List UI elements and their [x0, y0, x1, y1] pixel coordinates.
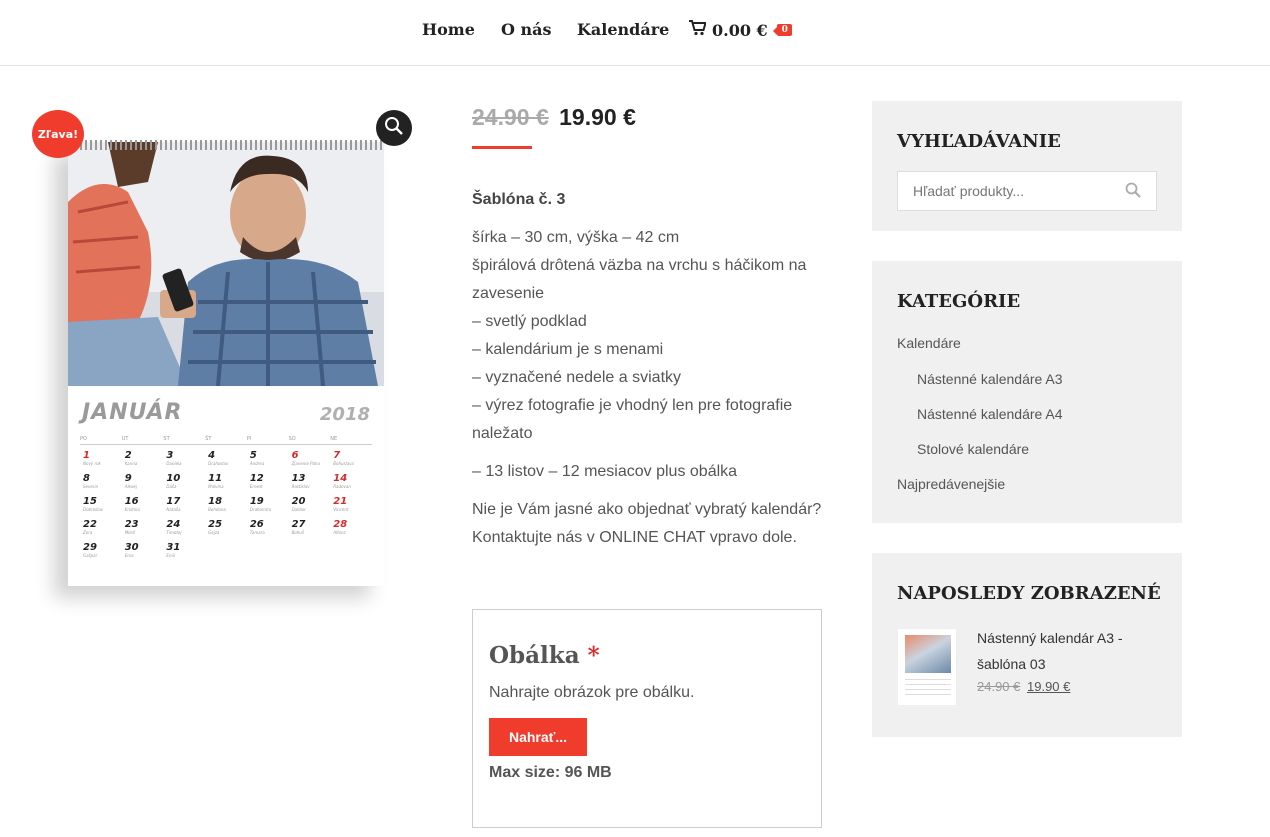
calendar-day [205, 519, 247, 538]
calendar-day [163, 519, 205, 538]
calendar-day [80, 496, 122, 515]
calendar-day-number: 30 [124, 542, 139, 553]
nav-home[interactable]: Home [422, 20, 475, 39]
calendar-day-nameday: Nataša [166, 507, 181, 512]
calendar-month: JANUÁR [82, 400, 183, 425]
calendar-day-nameday: Karina [124, 461, 138, 466]
calendar-day-nameday: Bohuslava [333, 461, 355, 466]
thumbnail-photo [905, 635, 951, 673]
calendar-day [247, 519, 289, 538]
product-sheets: – 13 listov – 12 mesiacov plus obálka [472, 463, 738, 480]
calendar-day [163, 496, 205, 515]
calendar-day-nameday: Zora [83, 530, 93, 535]
calendar-day-nameday: Dalibor [291, 507, 306, 512]
calendar-day-number: 16 [124, 496, 139, 507]
categories-widget [872, 261, 1182, 523]
calendar-day-nameday: Ema [124, 553, 134, 558]
recent-product-thumbnail[interactable] [897, 628, 957, 706]
cart-icon [689, 20, 706, 40]
product-specs [472, 224, 832, 448]
calendar-day-nameday: Rastislav [291, 484, 310, 489]
calendar-day-nameday: Dáša [166, 484, 177, 489]
product-template-title: Šablóna č. 3 [472, 191, 566, 208]
calendar-day-nameday: Miloš [124, 530, 135, 535]
new-price: 19.90 € [559, 104, 636, 130]
search-widget [872, 101, 1182, 231]
spec-line: – výrez fotografie je vhodný len pre fotografie naležato [472, 397, 793, 442]
calendar-day [247, 450, 289, 469]
calendar-day-number: 6 [291, 450, 299, 461]
category-najpredavanejsie[interactable]: Najpredávenejšie [897, 476, 1006, 492]
calendar-day-number: 1 [83, 450, 90, 461]
calendar-day [163, 542, 205, 561]
category-kalendare[interactable]: Kalendáre [897, 335, 961, 351]
price-divider [472, 146, 532, 149]
calendar-spiral [80, 140, 384, 150]
categories-widget-title: KATEGÓRIE [897, 291, 1021, 312]
calendar-photo [68, 142, 384, 386]
calendar-day-number: 23 [124, 519, 139, 530]
upload-button[interactable]: Nahrať... [489, 718, 587, 756]
nav-calendars[interactable]: Kalendáre [577, 20, 670, 39]
calendar-day [122, 519, 164, 538]
calendar-day-nameday: Gejza [208, 530, 220, 535]
calendar-day [80, 450, 122, 469]
calendar-day [163, 450, 205, 469]
calendar-day-nameday: Emil [166, 553, 176, 558]
calendar-day [122, 450, 164, 469]
product-image[interactable] [68, 142, 384, 586]
calendar-day [122, 542, 164, 561]
calendar-day-nameday: Radovan [333, 484, 351, 489]
weekday-headers [80, 436, 372, 445]
product-contact-note: Nie je Vám jasné ako objednať vybratý kalendár? Kontaktujte nás v ONLINE CHAT vpravo dole. [472, 501, 822, 546]
cart-link[interactable] [689, 20, 792, 40]
spec-line: – vyznačené nedele a sviatky [472, 369, 682, 386]
calendar-year: 2018 [319, 404, 370, 425]
search-icon[interactable] [1125, 182, 1141, 202]
calendar-day-number: 21 [333, 496, 348, 507]
product-search-input[interactable] [897, 171, 1157, 211]
calendar-day [205, 473, 247, 492]
calendar-day-nameday: Alfonz [333, 530, 346, 535]
calendar-day-number: 7 [333, 450, 341, 461]
calendar-day-number: 28 [333, 519, 348, 530]
calendar-day-number: 11 [208, 473, 223, 484]
recent-product-link[interactable]: Nástenný kalendár A3 - šablóna 03 [977, 630, 1123, 672]
cover-upload-box [472, 609, 822, 828]
recent-new-price: 19.90 € [1027, 679, 1071, 694]
calendar-day [289, 496, 331, 515]
calendar-day-number: 25 [208, 519, 223, 530]
calendar-day-number: 24 [166, 519, 181, 530]
calendar-day [205, 496, 247, 515]
calendar-day-nameday: Daniela [166, 461, 182, 466]
calendar-day-nameday: Bohdana [208, 507, 226, 512]
calendar-day-nameday: Alexej [124, 484, 137, 489]
calendar-day [163, 473, 205, 492]
calendar-day [247, 473, 289, 492]
calendar-day-nameday: Malvína [208, 484, 224, 489]
calendar-day [80, 519, 122, 538]
calendar-day-nameday: Gašpar [83, 553, 98, 558]
calendar-day-number: 8 [83, 473, 90, 484]
calendar-day [330, 496, 372, 515]
upload-hint: Nahrajte obrázok pre obálku. [489, 684, 695, 701]
nav-about[interactable]: O nás [501, 20, 552, 39]
calendar-day [289, 473, 331, 492]
calendar-day-number: 27 [291, 519, 306, 530]
calendar-day [122, 496, 164, 515]
upload-title-text: Obálka [489, 642, 580, 669]
weekday-header: PO [80, 436, 87, 442]
calendar-day-number: 18 [208, 496, 223, 507]
search-widget-title: VYHĽADÁVANIE [897, 131, 1061, 152]
calendar-day-nameday: Zjavenie Pána [291, 461, 320, 466]
product-price [472, 104, 636, 131]
calendar-day-nameday: Vincent [333, 507, 349, 512]
calendar-day-number: 29 [83, 542, 97, 553]
category-stolove[interactable]: Stolové kalendáre [917, 441, 1030, 457]
calendar-day [80, 473, 122, 492]
calendar-grid [80, 436, 372, 561]
main-nav [0, 0, 1270, 62]
spec-line: šírka – 30 cm, výška – 42 cm [472, 229, 680, 246]
calendar-day [330, 519, 372, 538]
weekday-header: UT [121, 436, 129, 442]
thumbnail-calendar-grid [905, 677, 951, 699]
recently-viewed-widget [872, 553, 1182, 737]
cart-count-badge: 0 [777, 24, 792, 36]
calendar-day-nameday: Drahoslav [208, 461, 229, 466]
calendar-day [289, 450, 331, 469]
recent-product-price [977, 679, 1070, 694]
zoom-button[interactable] [376, 110, 412, 146]
calendar-day [289, 519, 331, 538]
spec-line: – svetlý podklad [472, 313, 587, 330]
calendar-day [122, 473, 164, 492]
calendar-day-number: 26 [249, 519, 264, 530]
upload-title [489, 642, 600, 669]
calendar-day-nameday: Ernest [249, 484, 263, 489]
calendar-day-nameday: Tamara [249, 530, 265, 535]
calendar-day-number: 17 [166, 496, 181, 507]
calendar-day-nameday: Drahomíra [249, 507, 272, 512]
weekday-header: ŠT [205, 436, 212, 442]
calendar-day-nameday: Nový rok [83, 461, 101, 466]
upload-max-size: Max size: 96 MB [489, 764, 612, 781]
calendar-day-number: 12 [249, 473, 264, 484]
calendar-day-number: 9 [124, 473, 132, 484]
required-mark: * [587, 642, 600, 669]
calendar-day-number: 5 [249, 450, 257, 461]
calendar-days [80, 450, 372, 561]
calendar-day-number: 10 [166, 473, 181, 484]
recently-viewed-title: NAPOSLEDY ZOBRAZENÉ [897, 583, 1161, 604]
calendar-day [330, 473, 372, 492]
cart-amount: 0.00 € [712, 20, 768, 40]
calendar-day-number: 14 [333, 473, 348, 484]
weekday-header: PI [246, 436, 252, 442]
old-price: 24.90 € [472, 104, 549, 130]
calendar-day [247, 496, 289, 515]
weekday-header: NE [330, 436, 338, 442]
calendar-day [330, 450, 372, 469]
calendar-day-nameday: Severin [83, 484, 99, 489]
calendar-day-number: 19 [249, 496, 264, 507]
weekday-header: ST [163, 436, 170, 442]
calendar-day [205, 450, 247, 469]
calendar-day-number: 4 [208, 450, 216, 461]
calendar-day-number: 2 [124, 450, 132, 461]
calendar-day-nameday: Dobroslav [83, 507, 104, 512]
calendar-day-number: 15 [83, 496, 97, 507]
recent-old-price: 24.90 € [977, 679, 1021, 694]
calendar-day-number: 13 [291, 473, 306, 484]
spec-line: špirálová drôtená väzba na vrchu s háčikom na zavesenie [472, 257, 807, 302]
calendar-day-number: 31 [166, 542, 181, 553]
calendar-day-number: 3 [166, 450, 174, 461]
calendar-day-number: 20 [291, 496, 306, 507]
category-nastenne-a3[interactable]: Nástenné kalendáre A3 [917, 371, 1063, 387]
calendar-day-number: 22 [83, 519, 97, 530]
calendar-day-nameday: Kristína [124, 507, 140, 512]
calendar-day-nameday: Bohuš [291, 530, 304, 535]
calendar-day-nameday: Andrea [249, 461, 265, 466]
weekday-header: SO [288, 436, 296, 442]
product-description [472, 186, 832, 562]
spec-line: – kalendárium je s menami [472, 341, 664, 358]
magnifier-icon [384, 116, 404, 140]
calendar-day-nameday: Timotej [166, 530, 182, 535]
calendar-day [80, 542, 122, 561]
site-header [0, 0, 1270, 66]
sale-badge: Zľava! [32, 110, 84, 158]
category-nastenne-a4[interactable]: Nástenné kalendáre A4 [917, 406, 1063, 422]
